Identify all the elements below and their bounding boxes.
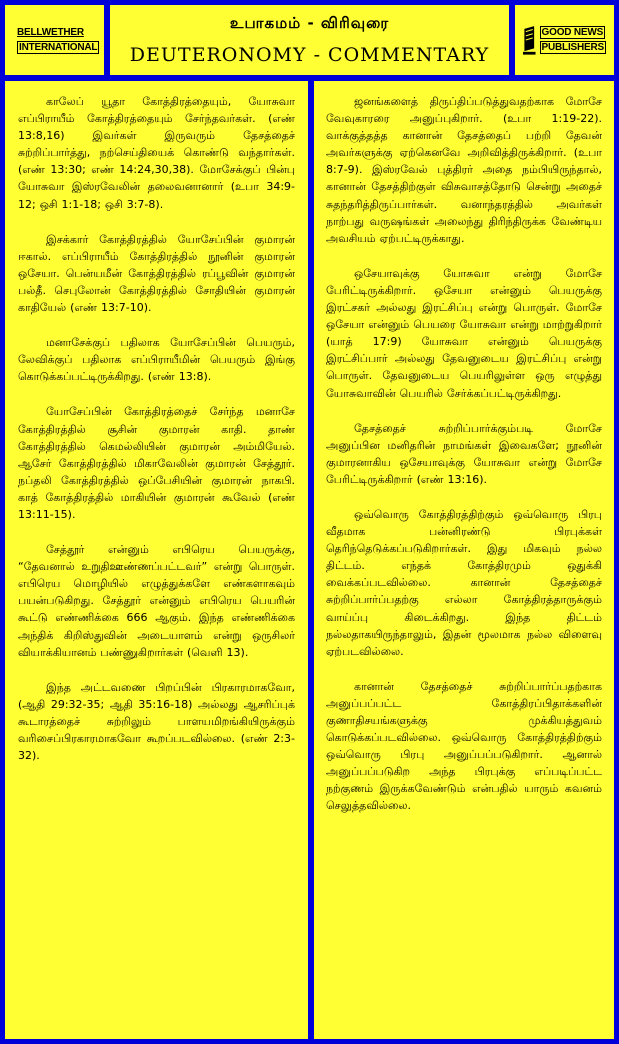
paragraph: ஒவ்வொரு கோத்திரத்திற்கும் ஒவ்வொரு பிரபு வீதமாக பன்னிரண்டு பிரபுக்கள் தெரிந்தெடுக்கப்படுகிறார்கள். இது மிகவும் நல்ல திட்டம். எந்தக் கோத்திரமும் ஒதுக்கி வைக்கப்படவில்லை. கானான் தேசத்தைச் சுற்றிப்பார்ப்பதற்கு எல்லா கோத்திரத்தாருக்கும் வாய்ப்பு கிடைக்கிறது. இந்த திட்டம் நல்லதாகயிருந்தாலும், இதன் மூலமாக நல்ல விளைவு ஏற்படவில்லை.	[326, 507, 602, 658]
header-title-box	[110, 5, 509, 75]
paragraph: தேசத்தைச் சுற்றிப்பார்க்கும்படி மோசே அனுப்பின மனிதரின் நாமங்கள் இவைகளே; நூனின் குமாரனாகிய ஒசேயாவுக்கு யோசுவா என்று மோசே பேரிட்டிருக்கிறார் (எண் 13:16).	[326, 421, 602, 486]
right-column	[314, 81, 614, 1039]
paragraph: இந்த அட்டவணை பிறப்பின் பிரகாரமாகவோ, (ஆதி 29:32-35; ஆதி 35:16-18) அல்லது ஆசரிப்புக் கூடாரத்தைச் சுற்றிலும் பாளயமிறங்கியிருக்கும் வரிசைப்பிரகாரமாகவோ கூறப்படவில்லை. (எண் 2:3-32).	[18, 680, 295, 763]
header-right-logo-box	[515, 5, 614, 75]
paragraph: கானான் தேசத்தைச் சுற்றிப்பார்ப்பதற்காக அனுப்பப்பட்ட கோத்திரப்பிதாக்களின் குணாதிசயங்களுக்கு முக்கியத்துவம் கொடுக்கப்படவில்லை. ஒவ்வொரு கோத்திரத்திற்கும் ஒவ்வொரு பிரபு அனுப்பப்படுகிறார். ஆனால் அனுப்பப்படுகிற அந்த பிரபுக்கு எப்படிப்பட்ட நற்குணம் இருக்கவேண்டும் என்பதில் யாரும் கவனம் செலுத்தவில்லை.	[326, 679, 602, 813]
paragraph: யோசேப்பின் கோத்திரத்தைச் சேர்ந்த மனாசே கோத்திரத்தில் சூசின் குமாரன் காதி. தாண் கோத்திரத்தில் கெமல்லியின் குமாரன் அம்மியேல். ஆசேர் கோத்திரத்தில் மிகாவேலின் குமாரன் சேத்தூர். நப்தலி கோத்திரத்தில் ஒப்பேசியின் குமாரன் நாகபி. காத் கோத்திரத்தில் மாகியின் குமாரன் கூவேல் (எண் 13:11-15).	[18, 405, 295, 521]
title-tamil: உபாகமம் - விரிவுரை	[229, 14, 390, 32]
paragraph: சேத்தூர் என்னும் எபிரெய பெயருக்கு, “தேவனால் உறுதிஊண்ணப்பட்டவர்” என்று பொருள். எபிரெய மொழியில் எழுத்துக்களே எண்களாகவும் பயன்படுகிறது. சேத்தூர் என்னும் எபிரெய பெயரின் கூட்டு எண்ணிக்கை 666 ஆகும். இந்த எண்ணிக்கை அந்திக் கிறிஸ்துவின் அடையாளம் என்று ஒருசிலர் வியாக்கியானம் பண்ணுகிறார்கள் (வெளி 13).	[18, 543, 295, 659]
left-column	[5, 81, 308, 1039]
paragraph: காலேப் யூதா கோத்திரத்தையும், யோசுவா எப்பிராயீம் கோத்திரத்தையும் சேர்ந்தவர்கள். (எண் 13:8,16) இவர்கள் இருவரும் தேசத்தைச் சுற்றிப்பார்த்து, நற்செய்தியைக் கொண்டு வந்தார்கள். (எண் 13:30; எண் 14:24,30,38). மோசேக்குப் பின்பு யோசுவா இஸ்ரவேலின் தலைவனானார் (உபா 34:9-12; ஒசி 1:1-18; ஒசி 3:7-8).	[18, 95, 295, 211]
paragraph: இசக்கார் கோத்திரத்தில் யோசேப்பின் குமாரன் ஈகால். எப்பிராயீம் கோத்திரத்தில் நூனின் குமாரன் ஒசேயா. பென்யமீன் கோத்திரத்தில் ரப்பூவின் குமாரன் பல்தீ. செபுலோன் கோத்திரத்தில் சோதியின் குமாரன் காதியேல் (எண் 13:7-10).	[18, 232, 295, 315]
paragraph: ஒசேயாவுக்கு யோசுவா என்று மோசே பேரிட்டிருக்கிறார். ஒசேயா என்னும் பெயருக்கு இரட்சகர் அல்லது இரட்சிப்பு என்று பொருள். மோசே ஒசேயா என்னும் பெயரை யோசுவா என்று மாற்றுகிறார் (யாத் 17:9) யோசுவா என்னும் பெயருக்கு இரட்சிப்பார் அல்லது தேவனுடைய இரட்சிப்பு என்று பொருள். தேவனுடைய பெயரிலுள்ள ஒரு எழுத்து யோசுவாவின் பெயரில் சேர்க்கப்பட்டிருக்கிறது.	[326, 266, 602, 400]
title-english: DEUTERONOMY - COMMENTARY	[129, 44, 490, 66]
bellwether-logo-text: BELLWETHER INTERNATIONAL	[17, 27, 98, 53]
book-icon	[523, 18, 536, 62]
good-news-logo	[523, 13, 606, 67]
bellwether-logo	[13, 13, 96, 67]
good-news-logo-text: GOOD NEWS PUBLISHERS	[541, 27, 604, 53]
paragraph: மனாசேக்குப் பதிலாக யோசேப்பின் பெயரும், லேவிக்குப் பதிலாக எப்பிராயீமின் பெயரும் இங்கு கொடுக்கப்பட்டிருக்கிறது. (எண் 13:8).	[18, 336, 295, 384]
header-left-logo-box	[5, 5, 104, 75]
paragraph: ஜனங்களைத் திருப்திப்படுத்துவதற்காக மோசே வேவுகாரரை அனுப்புகிறார். (உபா 1:19-22). வாக்குத்தத்த கானான் தேசத்தைப் பற்றி தேவன் அவர்களுக்கு ஏற்கெனவே அறிவித்திருக்கிறார். (உபா 8:7-9). இஸ்ரவேல் புத்திரர் அதை நம்பியிருந்தால், கானான் தேசத்திற்குள் விசுவாசத்தோடு சென்று அதைச் சுதந்தரித்திருப்பார்கள். வனாந்தரத்தில் அவர்கள் நாற்பது வருஷங்கள் அலைந்து திரிந்திருக்க வேண்டிய அவசியம் ஏற்பட்டிருக்காது.	[326, 95, 602, 245]
